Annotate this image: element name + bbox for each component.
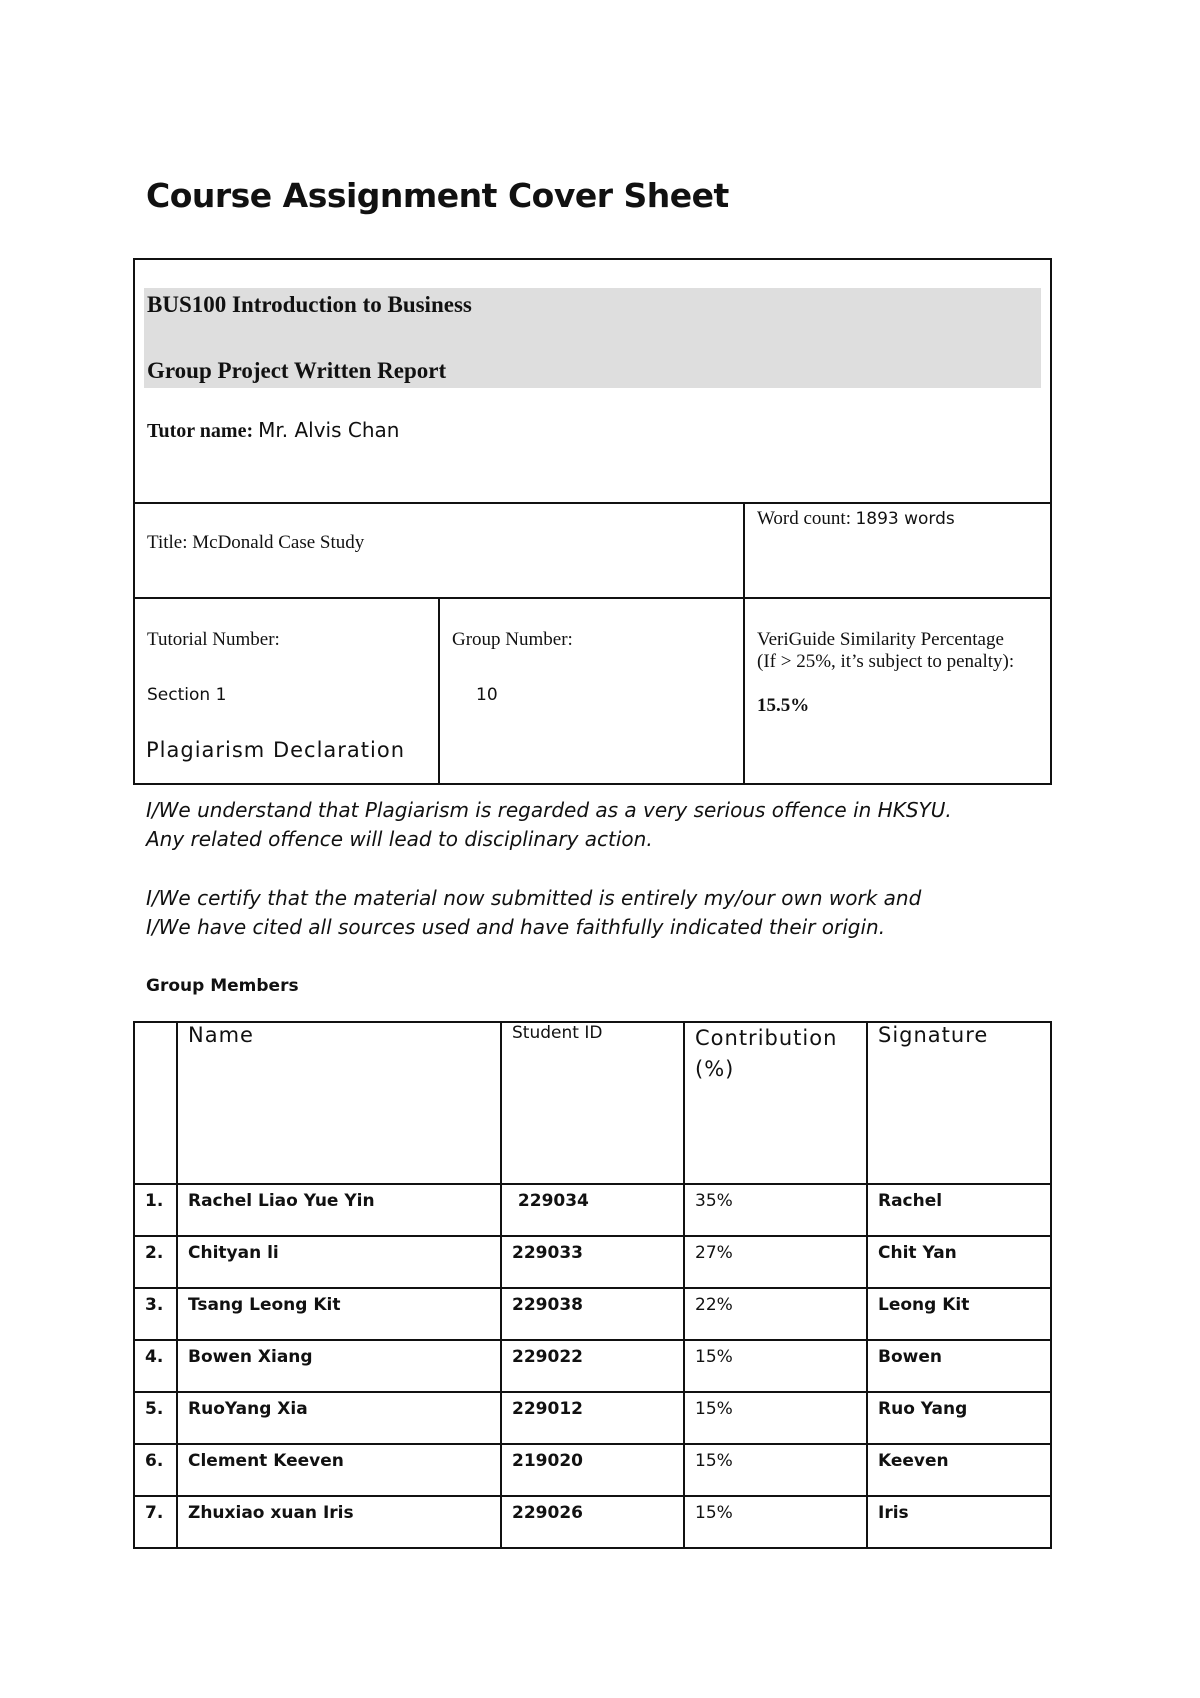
course-title-band <box>144 288 1041 388</box>
member-signature: Iris <box>867 1496 1051 1548</box>
group-members-heading: Group Members <box>146 976 299 996</box>
row-number: 7. <box>134 1496 177 1548</box>
table-row <box>134 1496 1051 1548</box>
declaration-line: Any related offence will lead to disciplinary action. <box>146 827 653 851</box>
member-student-id: 229038 <box>501 1288 684 1340</box>
group-members-table <box>133 1021 1052 1549</box>
table-row <box>134 1444 1051 1496</box>
similarity-cell <box>744 598 1051 784</box>
tutorial-number-value: Section 1 <box>147 685 227 705</box>
member-signature: Ruo Yang <box>867 1392 1051 1444</box>
word-count-cell <box>744 503 1051 598</box>
member-signature: Leong Kit <box>867 1288 1051 1340</box>
member-name: RuoYang Xia <box>177 1392 501 1444</box>
member-name: Zhuxiao xuan Iris <box>177 1496 501 1548</box>
header-name: Name <box>177 1022 501 1184</box>
tutor-name: Mr. Alvis Chan <box>258 418 400 442</box>
header-contribution <box>684 1022 867 1184</box>
course-info-table <box>133 258 1052 785</box>
declaration-line: I/We certify that the material now submitted is entirely my/our own work and <box>146 886 922 910</box>
row-number: 6. <box>134 1444 177 1496</box>
table-header-row <box>134 1022 1051 1184</box>
header-signature: Signature <box>867 1022 1051 1184</box>
table-row <box>134 1392 1051 1444</box>
report-type: Group Project Written Report <box>147 358 447 383</box>
declaration-paragraph-1 <box>146 796 1066 854</box>
group-number-cell <box>439 598 744 784</box>
tutor-line <box>147 418 1041 443</box>
header-contribution-line2: (%) <box>695 1057 735 1081</box>
member-student-id: 229026 <box>501 1496 684 1548</box>
title-cell <box>134 503 744 598</box>
table-row <box>134 1236 1051 1288</box>
assignment-title: Title: McDonald Case Study <box>147 532 365 553</box>
member-signature: Keeven <box>867 1444 1051 1496</box>
member-name: Tsang Leong Kit <box>177 1288 501 1340</box>
member-student-id: 219020 <box>501 1444 684 1496</box>
member-contribution: 15% <box>684 1444 867 1496</box>
member-name: Bowen Xiang <box>177 1340 501 1392</box>
tutor-label: Tutor name: <box>147 420 254 442</box>
row-number: 3. <box>134 1288 177 1340</box>
page-title: Course Assignment Cover Sheet <box>146 176 729 215</box>
member-student-id: 229022 <box>501 1340 684 1392</box>
declaration-line: I/We understand that Plagiarism is regarded as a very serious offence in HKSYU. <box>146 798 952 822</box>
plagiarism-heading: Plagiarism Declaration <box>146 738 406 762</box>
table-row <box>134 1288 1051 1340</box>
member-name: Rachel Liao Yue Yin <box>177 1184 501 1236</box>
member-contribution: 15% <box>684 1496 867 1548</box>
row-number: 4. <box>134 1340 177 1392</box>
similarity-label-2: (If > 25%, it’s subject to penalty): <box>757 651 1015 672</box>
member-contribution: 15% <box>684 1392 867 1444</box>
member-signature: Chit Yan <box>867 1236 1051 1288</box>
course-name: BUS100 Introduction to Business <box>147 292 472 317</box>
table-row <box>134 1340 1051 1392</box>
member-name: Clement Keeven <box>177 1444 501 1496</box>
row-number: 5. <box>134 1392 177 1444</box>
member-student-id: 229034 <box>501 1184 684 1236</box>
member-student-id: 229033 <box>501 1236 684 1288</box>
member-student-id: 229012 <box>501 1392 684 1444</box>
member-contribution: 15% <box>684 1340 867 1392</box>
member-signature: Rachel <box>867 1184 1051 1236</box>
member-name: Chityan li <box>177 1236 501 1288</box>
group-number-label: Group Number: <box>452 629 573 650</box>
similarity-value: 15.5% <box>757 695 810 716</box>
word-count-value: 1893 words <box>855 509 955 529</box>
declaration-paragraph-2 <box>146 884 1066 942</box>
row-number: 1. <box>134 1184 177 1236</box>
member-contribution: 35% <box>684 1184 867 1236</box>
declaration-line: I/We have cited all sources used and have faithfully indicated their origin. <box>146 915 886 939</box>
similarity-label-1: VeriGuide Similarity Percentage <box>757 629 1004 650</box>
tutorial-number-label: Tutorial Number: <box>147 629 280 650</box>
row-number: 2. <box>134 1236 177 1288</box>
course-header-cell <box>134 259 1051 503</box>
member-contribution: 27% <box>684 1236 867 1288</box>
group-number-value: 10 <box>476 685 498 705</box>
word-count-label: Word count: <box>757 508 851 529</box>
header-no <box>134 1022 177 1184</box>
header-contribution-line1: Contribution <box>695 1026 838 1050</box>
member-contribution: 22% <box>684 1288 867 1340</box>
header-student-id: Student ID <box>501 1022 684 1184</box>
table-row <box>134 1184 1051 1236</box>
member-signature: Bowen <box>867 1340 1051 1392</box>
